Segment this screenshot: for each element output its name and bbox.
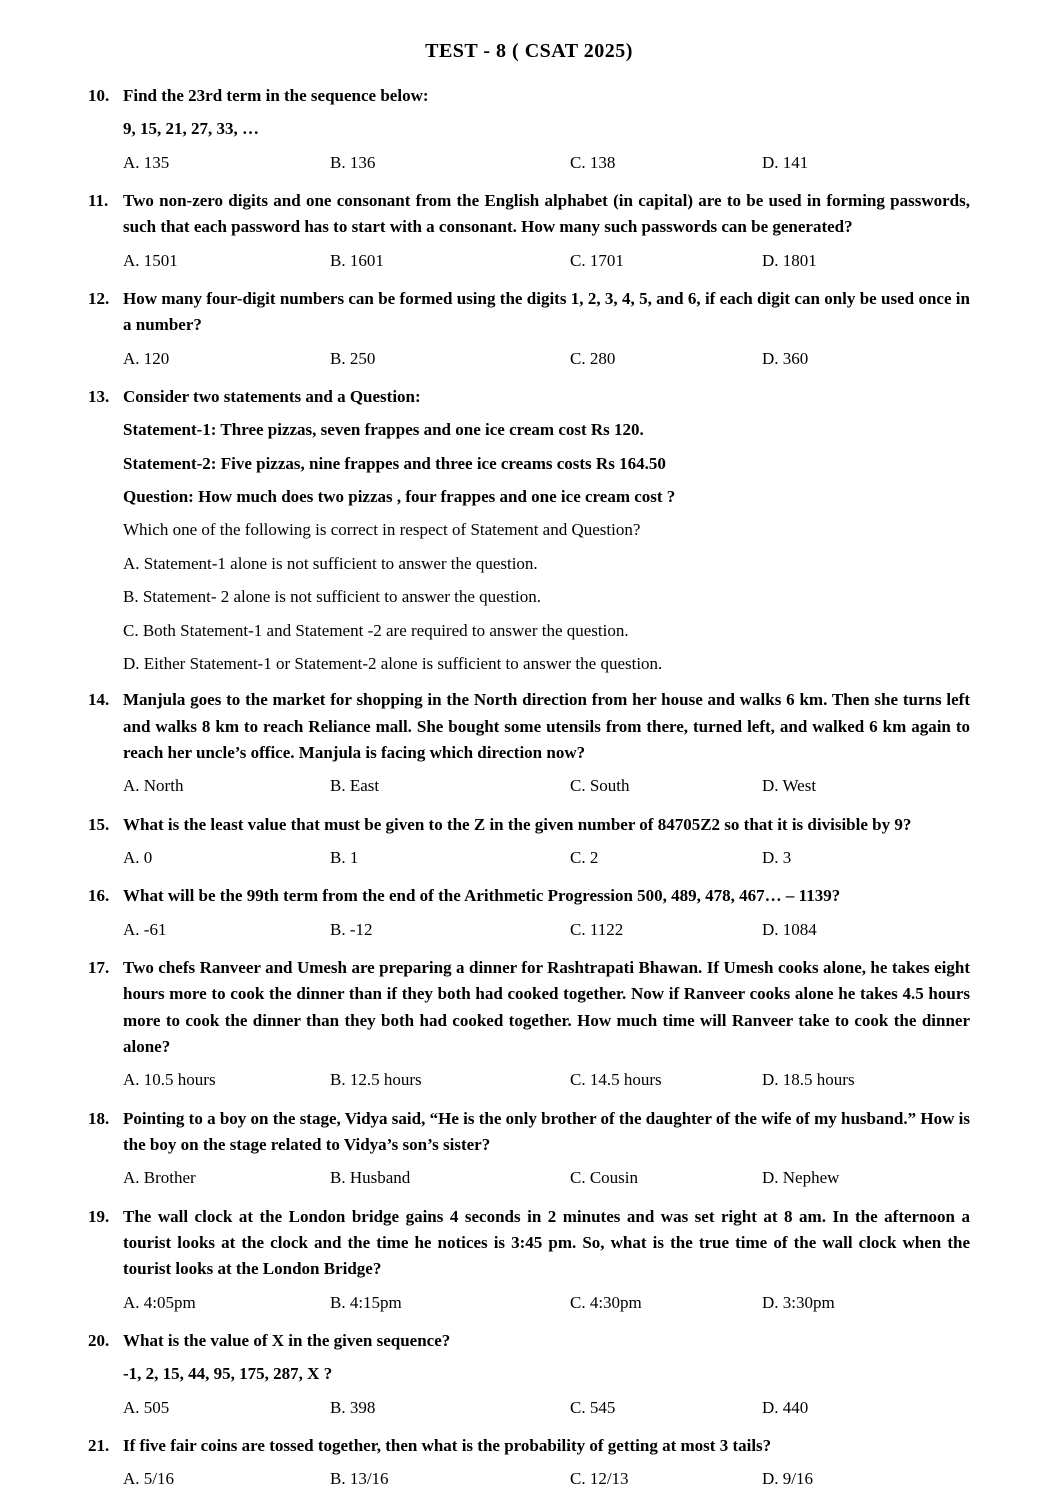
options-row bbox=[123, 1466, 970, 1492]
question-number: 12. bbox=[88, 289, 110, 309]
question-content bbox=[123, 955, 970, 1103]
options-row bbox=[123, 917, 970, 943]
option-a: A. 0 bbox=[123, 847, 153, 867]
option-c: C. Cousin bbox=[570, 1168, 639, 1188]
question-content bbox=[123, 83, 970, 185]
question-text: Find the 23rd term in the sequence below: bbox=[123, 86, 429, 105]
question-number: 10. bbox=[88, 86, 110, 105]
option-d: D. 141 bbox=[762, 152, 809, 172]
question-content bbox=[123, 1433, 970, 1497]
question-number: 19. bbox=[88, 1206, 110, 1226]
question bbox=[88, 1204, 970, 1325]
question bbox=[88, 687, 970, 808]
option-c: C. 1122 bbox=[570, 919, 624, 939]
question bbox=[88, 1433, 970, 1497]
options-row bbox=[123, 1290, 970, 1316]
question bbox=[88, 188, 970, 283]
option-b: B. 250 bbox=[330, 348, 376, 368]
question-text: Question: How much does two pizzas , four frappes and one ice cream cost ? bbox=[123, 487, 676, 507]
option-a: A. -61 bbox=[123, 919, 167, 939]
question-number: 15. bbox=[88, 814, 110, 834]
question-text: What will be the 99th term from the end of the Arithmetic Progression 500, 489, 478, 467… – 1139? bbox=[123, 886, 841, 906]
option-a: A. 135 bbox=[123, 152, 170, 172]
question-text: What is the value of X in the given sequence? bbox=[123, 1331, 451, 1351]
option-a: A. North bbox=[123, 776, 184, 796]
option-b: B. Husband bbox=[330, 1168, 411, 1188]
option-b: B. 1601 bbox=[330, 250, 384, 270]
option-d: D. 3 bbox=[762, 847, 792, 867]
option-b: B. 398 bbox=[330, 1397, 376, 1417]
options-row bbox=[123, 248, 970, 274]
option-c: C. 14.5 hours bbox=[570, 1070, 662, 1090]
option-b: B. 12.5 hours bbox=[330, 1070, 422, 1090]
question-text: If five fair coins are tossed together, then what is the probability of getting at most 3 tails? bbox=[123, 1436, 772, 1456]
option-d: D. 360 bbox=[762, 348, 809, 368]
option-c: C. South bbox=[570, 776, 630, 796]
question bbox=[88, 1106, 970, 1201]
options-row bbox=[123, 150, 970, 176]
option-b: B. 4:15pm bbox=[330, 1292, 402, 1312]
option-a: A. Brother bbox=[123, 1168, 196, 1188]
question-content bbox=[123, 286, 970, 381]
question-text: What is the least value that must be given to the Z in the given number of 84705Z2 so that it is divisible by 9? bbox=[123, 814, 912, 834]
question-content bbox=[123, 384, 970, 684]
option-b: B. -12 bbox=[330, 919, 373, 939]
option-d: D. 9/16 bbox=[762, 1469, 813, 1489]
question-content bbox=[123, 1106, 970, 1201]
question bbox=[88, 1328, 970, 1430]
question-content bbox=[123, 1204, 970, 1325]
option-d: D. 440 bbox=[762, 1397, 809, 1417]
question-number: 14. bbox=[88, 690, 110, 710]
question-content bbox=[123, 812, 970, 881]
question bbox=[88, 384, 970, 684]
option-a: A. 4:05pm bbox=[123, 1292, 196, 1312]
option-a: A. 120 bbox=[123, 348, 170, 368]
option-d: D. 18.5 hours bbox=[762, 1070, 855, 1090]
question bbox=[88, 286, 970, 381]
question-content bbox=[123, 1328, 970, 1430]
option-c: C. 2 bbox=[570, 847, 599, 867]
options-row bbox=[123, 346, 970, 372]
question-text: Statement-1: Three pizzas, seven frappes and one ice cream cost Rs 120. bbox=[123, 420, 644, 440]
question-text: The wall clock at the London bridge gains 4 seconds in 2 minutes and was set right at 8 am. In the afternoon a tourist looks at the clock and the time he notices is 3:45 pm. So, what is the true time of the wall clock when the tourist looks at the London Bridge? bbox=[123, 1206, 970, 1279]
options-row bbox=[123, 1067, 970, 1093]
question-text: Manjula goes to the market for shopping in the North direction from her house and walks 6 km. Then she turns left and walks 8 km to reach Reliance mall. She bought some utensils from there, turned left, and walked 6 km again to reach her uncle’s office. Manjula is facing which direction now? bbox=[123, 690, 970, 762]
option-b: B. East bbox=[330, 776, 380, 796]
option-c: C. 138 bbox=[570, 152, 616, 172]
question-text: How many four-digit numbers can be formed using the digits 1, 2, 3, 4, 5, and 6, if each digit can only be used once in a number? bbox=[123, 289, 970, 335]
option-d: D. 1801 bbox=[762, 250, 817, 270]
options-row bbox=[123, 845, 970, 871]
question-text: B. Statement- 2 alone is not sufficient to answer the question. bbox=[123, 587, 541, 607]
question bbox=[88, 812, 970, 881]
option-a: A. 1501 bbox=[123, 250, 178, 270]
question-number: 17. bbox=[88, 957, 110, 977]
question-text: -1, 2, 15, 44, 95, 175, 287, X ? bbox=[123, 1364, 333, 1384]
page-title: TEST - 8 ( CSAT 2025) bbox=[425, 40, 633, 62]
option-c: C. 12/13 bbox=[570, 1469, 629, 1489]
question-content bbox=[123, 883, 970, 952]
question bbox=[88, 955, 970, 1103]
options-row bbox=[123, 1165, 970, 1191]
question-number: 20. bbox=[88, 1331, 110, 1351]
option-a: A. 5/16 bbox=[123, 1469, 174, 1489]
question-text: Which one of the following is correct in respect of Statement and Question? bbox=[123, 520, 641, 540]
option-c: C. 280 bbox=[570, 348, 616, 368]
question-text: 9, 15, 21, 27, 33, … bbox=[123, 119, 259, 139]
option-b: B. 136 bbox=[330, 152, 376, 172]
question-number: 11. bbox=[88, 191, 109, 211]
question-number: 16. bbox=[88, 886, 110, 906]
option-c: C. 545 bbox=[570, 1397, 616, 1417]
options-row bbox=[123, 773, 970, 799]
question-text: Statement-2: Five pizzas, nine frappes and three ice creams costs Rs 164.50 bbox=[123, 453, 666, 473]
option-a: A. 10.5 hours bbox=[123, 1070, 216, 1090]
question-list bbox=[88, 83, 970, 1497]
option-d: D. West bbox=[762, 776, 817, 796]
option-d: D. 3:30pm bbox=[762, 1292, 835, 1312]
option-a: A. 505 bbox=[123, 1397, 170, 1417]
option-d: D. 1084 bbox=[762, 919, 817, 939]
question bbox=[88, 883, 970, 952]
question bbox=[88, 83, 970, 185]
question-text: Two non-zero digits and one consonant from the English alphabet (in capital) are to be used in forming passwords, such that each password has to start with a consonant. How many such passwords can be generated? bbox=[123, 191, 970, 237]
question-text: C. Both Statement-1 and Statement -2 are required to answer the question. bbox=[123, 620, 629, 640]
options-row bbox=[123, 1395, 970, 1421]
option-c: C. 1701 bbox=[570, 250, 624, 270]
question-text: Pointing to a boy on the stage, Vidya said, “He is the only brother of the daughter of the wife of my husband.” How is the boy on the stage related to Vidya’s son’s sister? bbox=[123, 1108, 970, 1154]
question-content bbox=[123, 188, 970, 283]
question-number: 21. bbox=[88, 1436, 110, 1456]
question-text: Two chefs Ranveer and Umesh are preparing a dinner for Rashtrapati Bhawan. If Umesh cooks alone, he takes eight hours more to cook the dinner than if they both had cooked together. Now if Ranveer cooks alone he takes 4.5 hours more to cook the dinner than they both had cooked together. How much time will Ranveer take to cook the dinner alone? bbox=[123, 957, 970, 1056]
question-text: D. Either Statement-1 or Statement-2 alone is sufficient to answer the question. bbox=[123, 653, 663, 673]
question-number: 13. bbox=[88, 387, 110, 407]
question-content bbox=[123, 687, 970, 808]
question-text: A. Statement-1 alone is not sufficient to answer the question. bbox=[123, 553, 538, 573]
question-number: 18. bbox=[88, 1108, 110, 1128]
question-text: Consider two statements and a Question: bbox=[123, 387, 421, 407]
option-b: B. 1 bbox=[330, 847, 359, 867]
option-b: B. 13/16 bbox=[330, 1469, 389, 1489]
option-d: D. Nephew bbox=[762, 1168, 840, 1188]
option-c: C. 4:30pm bbox=[570, 1292, 642, 1312]
